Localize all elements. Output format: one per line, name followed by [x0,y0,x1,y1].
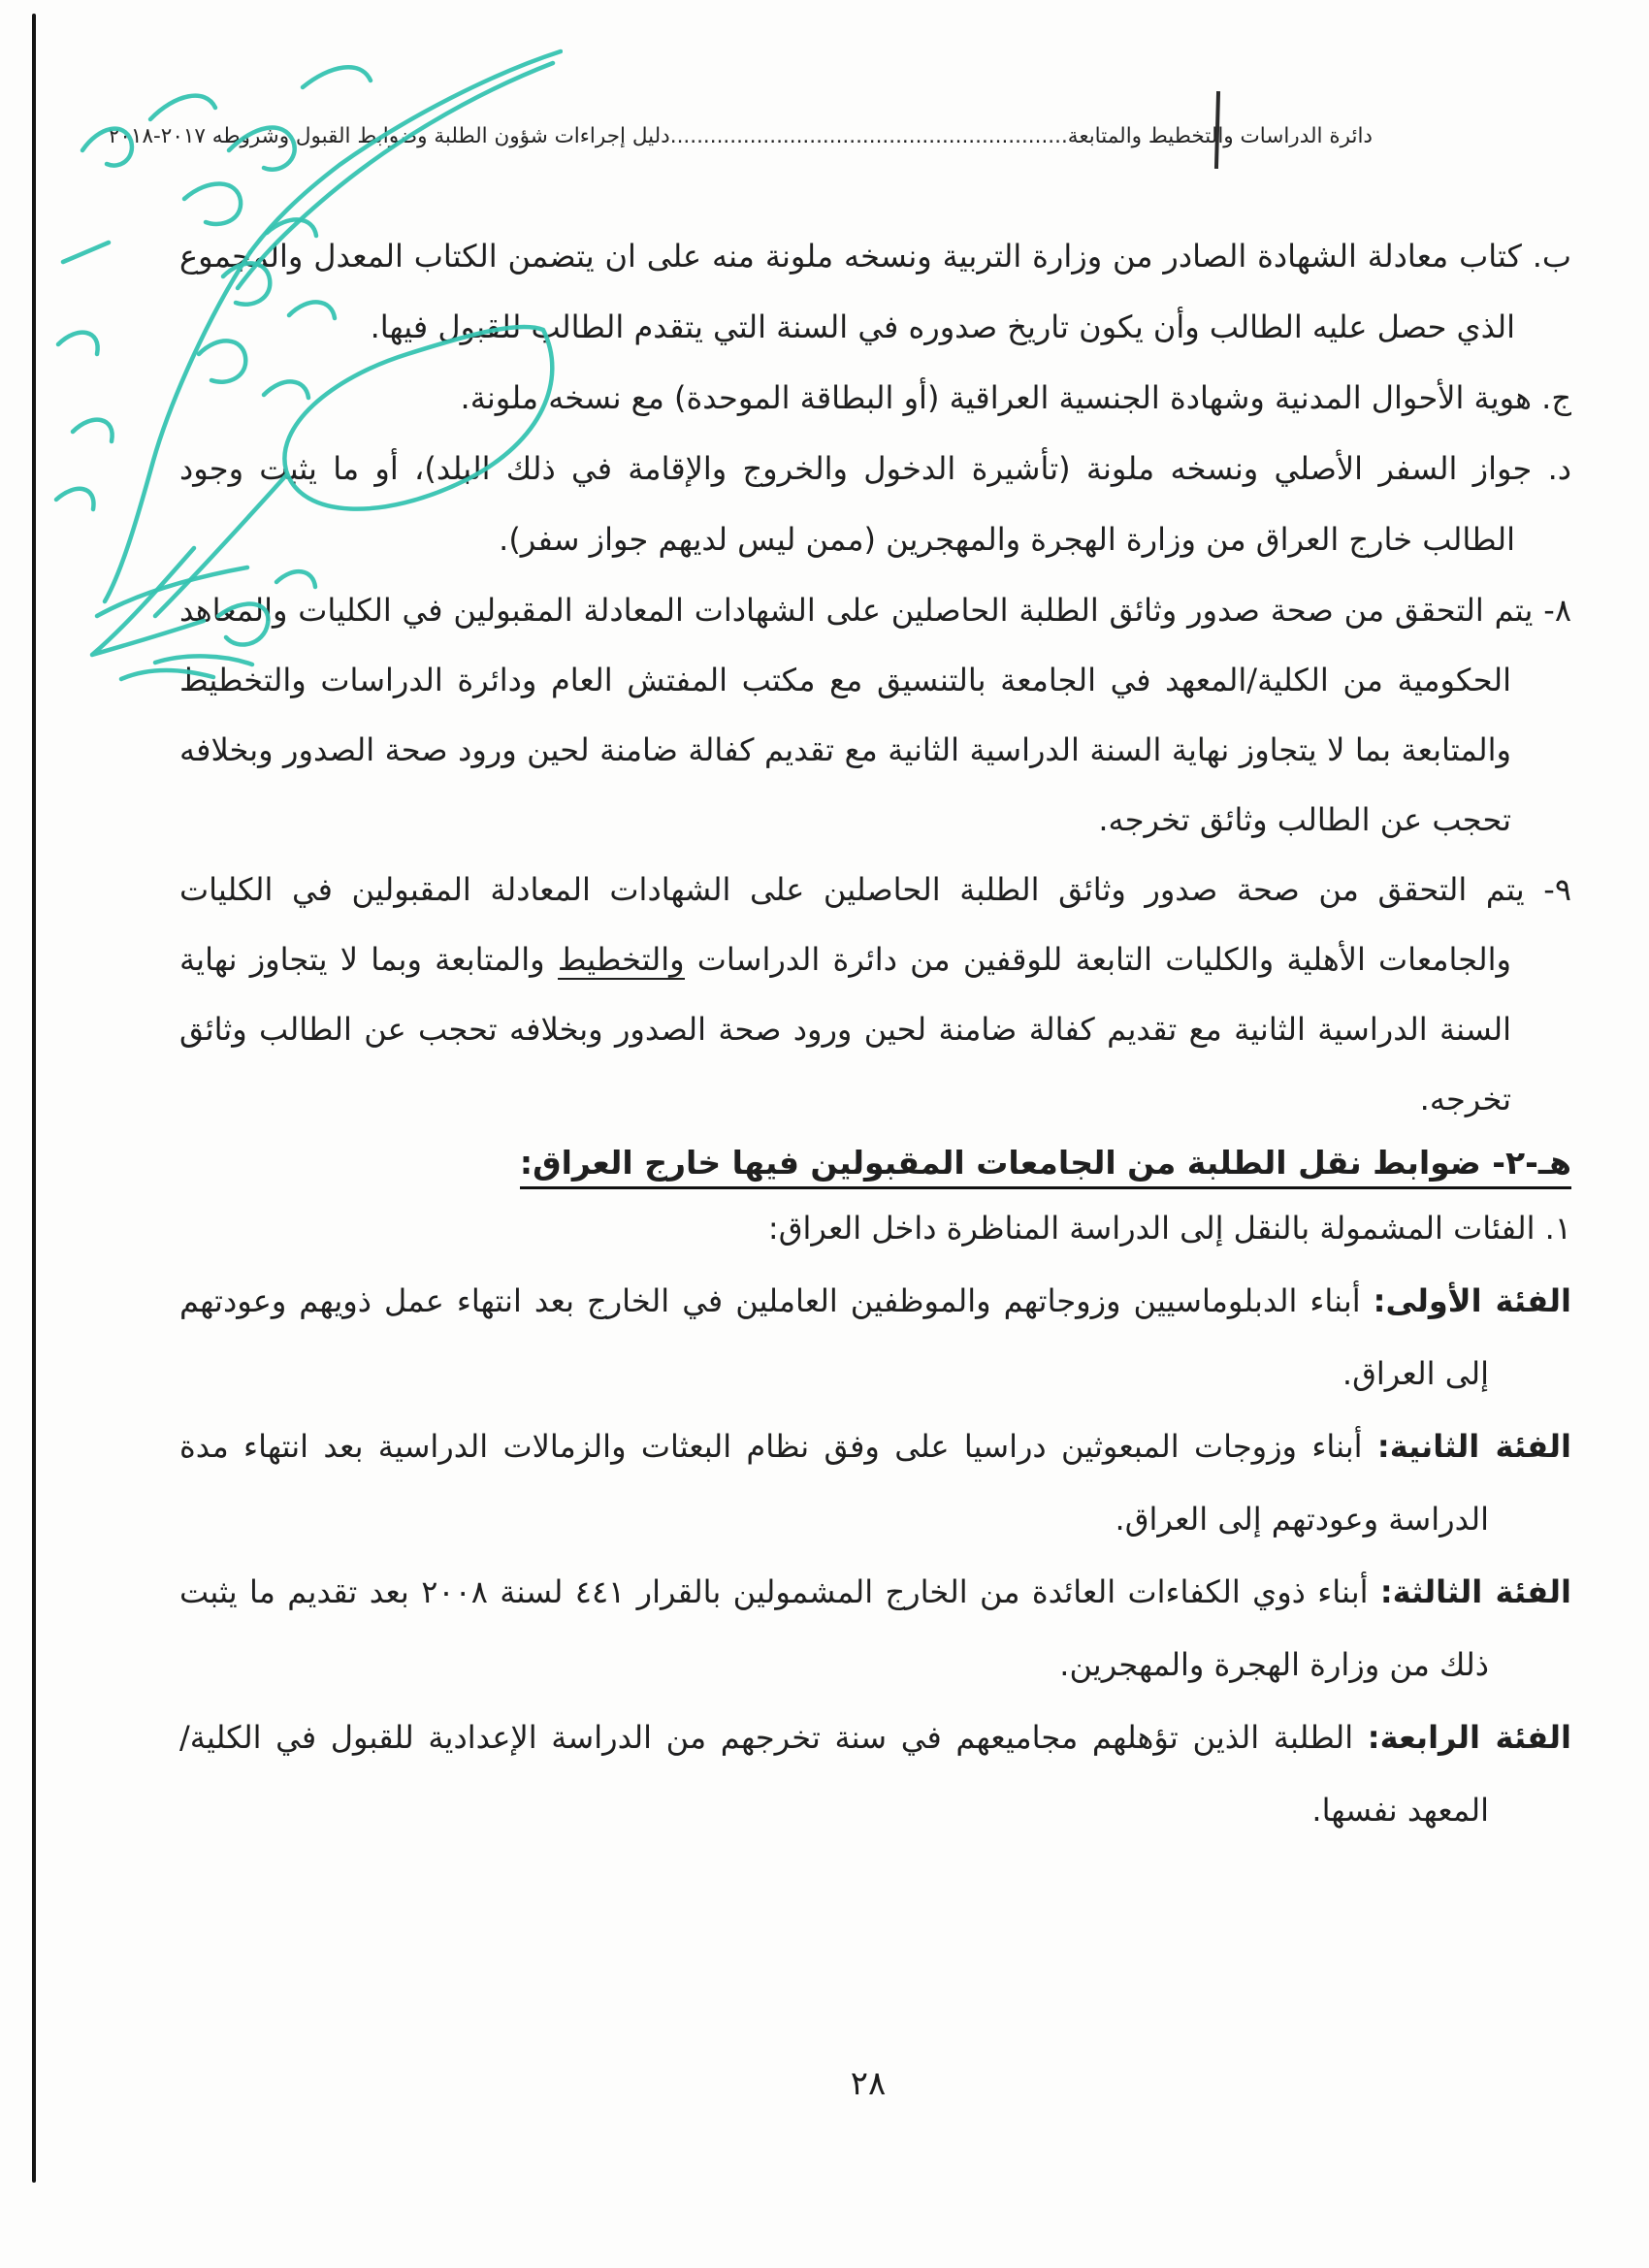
item-b-text: كتاب معادلة الشهادة الصادر من وزارة التربية ونسخه ملونة منه على ان يتضمن الكتاب المعدل والمجموع الذي حصل عليه الطالب وأن يكون تاريخ صدوره في السنة التي يتقدم الطالب للقبول فيها. [179,238,1522,345]
category-1-label: الفئة الأولى: [1373,1282,1572,1319]
page-number: ٢٨ [850,2064,887,2103]
item-9-marker: ٩- [1543,871,1572,908]
category-3-label: الفئة الثالثة: [1379,1573,1572,1610]
item-b-marker: ب. [1532,238,1572,275]
category-4-label: الفئة الرابعة: [1367,1719,1572,1756]
section-intro [179,1192,1571,1265]
category-3 [179,1556,1571,1701]
item-b [179,221,1571,363]
category-2-text: أبناء وزوجات المبعوثين دراسيا على وفق نظام البعثات والزمالات الدراسية بعد انتهاء مدة الدراسة وعودتهم إلى العراق. [179,1428,1489,1538]
category-1-text: أبناء الدبلوماسيين وزوجاتهم والموظفين العاملين في الخارج بعد انتهاء عمل ذويهم وعودتهم إلى العراق. [179,1282,1489,1392]
header-department: دائرة الدراسات والتخطيط والمتابعة [1067,124,1373,148]
category-3-text: أبناء ذوي الكفاءات العائدة من الخارج المشمولين بالقرار ٤٤١ لسنة ٢٠٠٨ بعد تقديم ما يثبت ذلك من وزارة الهجرة والمهجرين. [179,1573,1489,1683]
item-j-marker: ج. [1541,379,1571,416]
item-9-text-end: والمتابعة وبما لا يتجاوز نهاية السنة الدراسية الثانية مع تقديم كفالة ضامنة لحين ورود صحة الصدور وبخلافه تحجب عن الطالب وثائق تخرجه. [179,941,1511,1118]
item-d-text: جواز السفر الأصلي ونسخه ملونة (تأشيرة الدخول والخروج والإقامة في ذلك البلد)، أو ما يثبت وجود الطالب خارج العراق من وزارة الهجرة والمهجرين (ممن ليس لديهم جواز سفر). [179,450,1533,558]
section-heading [179,1134,1571,1192]
header-dotted-leader: ............................................................ [669,124,1068,148]
item-j-text: هوية الأحوال المدنية وشهادة الجنسية العراقية (أو البطاقة الموحدة) مع نسخه ملونة. [460,379,1532,416]
section-intro-marker: ١. [1544,1210,1571,1247]
category-2-label: الفئة الثانية: [1376,1428,1572,1465]
scan-edge-line [32,14,36,2183]
section-heading-text: هـ-٢- ضوابط نقل الطلبة من الجامعات المقبولين فيها خارج العراق: [520,1144,1571,1189]
item-d-marker: د. [1547,450,1572,487]
item-9-underlined-word: والتخطيط [557,941,685,978]
item-9 [179,855,1571,1134]
page-header [109,124,1373,148]
section-intro-text: الفئات المشمولة بالنقل إلى الدراسة المناظرة داخل العراق: [767,1210,1536,1247]
category-2 [179,1410,1571,1556]
category-1 [179,1265,1571,1410]
item-8-text: يتم التحقق من صحة صدور وثائق الطلبة الحاصلين على الشهادات المعادلة المقبولين في الكليات والمعاهد الحكومية من الكلية/المعهد في الجامعة بالتنسيق مع مكتب المفتش العام ودائرة الدراسات والتخطيط والمتابعة بما لا يتجاوز نهاية السنة الدراسية الثانية مع تقديم كفالة ضامنة لحين ورود صحة الصدور وبخلافه تحجب عن الطالب وثائق تخرجه. [179,592,1534,838]
item-9-text-start: يتم التحقق من صحة صدور وثائق الطلبة الحاصلين على الشهادات المعادلة المقبولين في الكليات والجامعات الأهلية والكليات التابعة للوقفين من دائرة الدراسات [179,871,1525,978]
item-j [179,363,1571,434]
header-guide-title: دليل إجراءات شؤون الطلبة وضوابط القبول وشروطه ٢٠١٧-٢٠١٨ [108,124,670,148]
document-body [179,221,1571,1847]
item-8 [179,575,1571,855]
category-4 [179,1701,1571,1847]
item-8-marker: ٨- [1543,592,1572,629]
category-4-text: الطلبة الذين تؤهلهم مجاميعهم في سنة تخرجهم من الدراسة الإعدادية للقبول في الكلية/ المعهد نفسها. [179,1719,1489,1829]
item-d [179,434,1571,575]
